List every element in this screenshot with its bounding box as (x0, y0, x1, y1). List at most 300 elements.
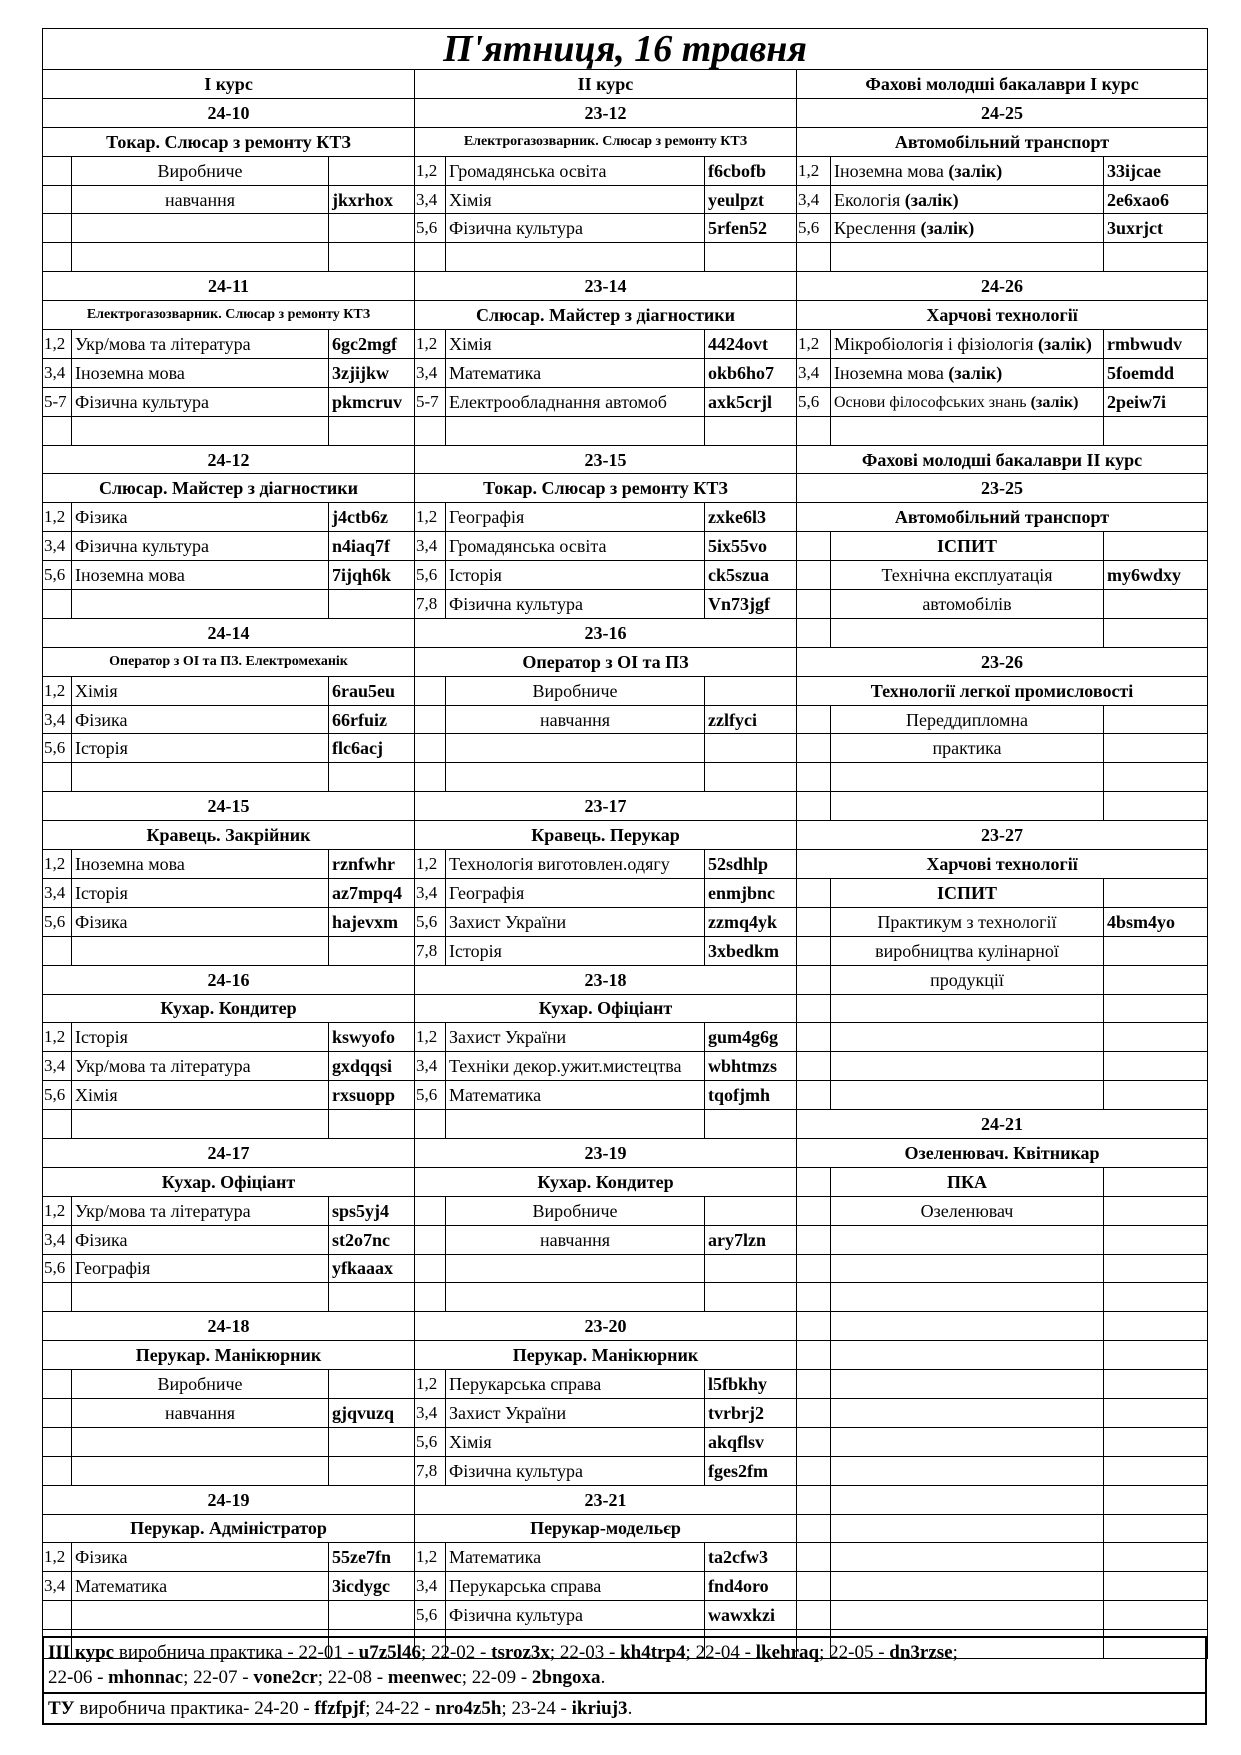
class-code: akqflsv (705, 1427, 797, 1456)
lesson-number (43, 243, 72, 272)
lesson-number (797, 243, 831, 272)
specialty-title: Перукар. Адміністратор (43, 1514, 415, 1543)
class-code (1104, 734, 1208, 763)
subject-name: Іноземна мова (75, 565, 185, 586)
class-code (329, 243, 415, 272)
course-heading: І курс (43, 70, 415, 99)
subject-name: Фізика (75, 1229, 128, 1250)
subject-cell (72, 1543, 329, 1572)
subject-cell (72, 416, 329, 445)
subject-cell: ПКА (831, 1167, 1104, 1196)
schedule-row (43, 994, 1208, 1023)
class-code: az7mpq4 (329, 878, 415, 907)
subject-cell (831, 1225, 1104, 1254)
subject-cell (446, 1398, 705, 1427)
practice-footer (42, 1636, 1207, 1725)
subject-cell (446, 330, 705, 359)
footer-text: ; 22-02 - (420, 1642, 492, 1663)
lesson-number: 3,4 (415, 1572, 446, 1601)
subject-cell (72, 936, 329, 965)
schedule-row (43, 561, 1208, 590)
subject-name: Іноземна мова (75, 362, 185, 383)
subject-cell (72, 532, 329, 561)
class-code: yeulpzt (705, 185, 797, 214)
subject-name: Захист України (449, 1402, 567, 1423)
subject-cell: ІСПИТ (831, 532, 1104, 561)
subject-cell (72, 1283, 329, 1312)
lesson-number (43, 590, 72, 619)
specialty-title: Оператор з ОІ та ПЗ (415, 647, 797, 676)
class-code: 4424ovt (705, 330, 797, 359)
schedule-row (43, 1312, 1208, 1341)
class-code: 3icdygc (329, 1572, 415, 1601)
schedule-row (43, 127, 1208, 156)
subject-name: Історія (449, 940, 502, 961)
class-code: enmjbnc (705, 878, 797, 907)
schedule-table (42, 28, 1208, 1659)
lesson-number: 3,4 (415, 878, 446, 907)
group-code: 24-15 (43, 792, 415, 821)
lesson-number: 3,4 (43, 1572, 72, 1601)
class-code (329, 1370, 415, 1399)
footer-text: ; 22-03 - (549, 1642, 621, 1663)
footer-text: ; 23-24 - (501, 1698, 572, 1719)
subject-cell (831, 358, 1104, 387)
practice-code: 2bngoxa (531, 1667, 601, 1688)
practice-code: meenwec (387, 1667, 462, 1688)
class-code: wbhtmzs (705, 1052, 797, 1081)
class-code (1104, 590, 1208, 619)
subject-cell (72, 763, 329, 792)
subject-cell (72, 243, 329, 272)
subject-name: Фізична культура (449, 218, 583, 239)
schedule-row (43, 734, 1208, 763)
schedule-row (43, 676, 1208, 705)
group-code: 23-16 (415, 618, 797, 647)
schedule-row (43, 1196, 1208, 1225)
subject-name: Географія (75, 1258, 151, 1279)
specialty-title: Перукар. Манікюрник (43, 1341, 415, 1370)
lesson-number (797, 1398, 831, 1427)
schedule-row (43, 936, 1208, 965)
subject-name: Фізична культура (449, 593, 583, 614)
schedule-row (43, 1167, 1208, 1196)
class-code: pkmcruv (329, 387, 415, 416)
lesson-number: 5,6 (415, 1601, 446, 1630)
schedule-row (43, 1572, 1208, 1601)
lesson-number (415, 1254, 446, 1283)
subject-name: Фізика (75, 507, 128, 528)
lesson-number (797, 705, 831, 734)
lesson-number: 5,6 (797, 214, 831, 243)
class-code (705, 1254, 797, 1283)
schedule-row (43, 445, 1208, 474)
subject-cell (831, 1514, 1104, 1543)
schedule-row (43, 1254, 1208, 1283)
subject-name: Фізична культура (75, 391, 209, 412)
class-code: tvrbrj2 (705, 1398, 797, 1427)
subject-name: Технологія виготовлен.одягу (449, 853, 670, 874)
class-code (329, 416, 415, 445)
schedule-row (43, 474, 1208, 503)
subject-name: Громадянська освіта (449, 160, 607, 181)
subject-name: Математика (449, 1085, 542, 1106)
subject-cell (72, 1023, 329, 1052)
class-code: yfkaaax (329, 1254, 415, 1283)
lesson-number: 3,4 (415, 1052, 446, 1081)
class-code: zzlfyci (705, 705, 797, 734)
lesson-number (797, 532, 831, 561)
lesson-number: 5,6 (415, 1081, 446, 1110)
practice-code: lkehraq (755, 1642, 820, 1663)
subject-cell: Виробниче (72, 1370, 329, 1399)
class-code (1104, 1081, 1208, 1110)
subject-cell: Виробниче (72, 156, 329, 185)
class-code (705, 1196, 797, 1225)
lesson-number: 3,4 (415, 185, 446, 214)
subject-name: Іноземна мова (75, 853, 185, 874)
footer-label: ТУ (48, 1698, 75, 1719)
subject-name: Захист України (449, 1027, 567, 1048)
lesson-number: 5,6 (43, 561, 72, 590)
subject-cell (72, 1196, 329, 1225)
practice-code: nro4z5h (435, 1698, 502, 1719)
credit-note: (залік) (915, 218, 975, 239)
schedule-row (43, 965, 1208, 994)
footer-text: ; 24-22 - (365, 1698, 436, 1719)
subject-cell (72, 734, 329, 763)
class-code (1104, 243, 1208, 272)
specialty-title: Кухар. Кондитер (415, 1167, 797, 1196)
lesson-number: 5-7 (43, 387, 72, 416)
subject-cell (446, 936, 705, 965)
schedule-row (43, 301, 1208, 330)
class-code (1104, 1167, 1208, 1196)
class-code: 6gc2mgf (329, 330, 415, 359)
subject-name: Іноземна мова (834, 160, 944, 181)
course-heading: Фахові молодші бакалаври ІІ курс (797, 445, 1208, 474)
lesson-number: 3,4 (415, 1398, 446, 1427)
footer-text: ; 22-04 - (685, 1642, 756, 1663)
lesson-number (43, 936, 72, 965)
group-code: 23-15 (415, 445, 797, 474)
subject-cell (72, 1110, 329, 1139)
class-code (1104, 1543, 1208, 1572)
subject-cell (446, 850, 705, 879)
schedule-row (43, 70, 1208, 99)
subject-name: Захист України (449, 911, 567, 932)
subject-name: Перукарська справа (449, 1374, 602, 1395)
lesson-number (43, 763, 72, 792)
schedule-row (43, 907, 1208, 936)
lesson-number: 1,2 (43, 1543, 72, 1572)
lesson-number (797, 1341, 831, 1370)
class-code: flc6acj (329, 734, 415, 763)
lesson-number: 3,4 (43, 705, 72, 734)
class-code (1104, 1514, 1208, 1543)
subject-cell (446, 1052, 705, 1081)
subject-name: Основи філософських знань (834, 393, 1027, 411)
class-code: gjqvuzq (329, 1398, 415, 1427)
lesson-number: 5,6 (415, 1427, 446, 1456)
group-code: 24-10 (43, 98, 415, 127)
subject-cell (446, 1370, 705, 1399)
footer-text: ; 22-09 - (461, 1667, 532, 1688)
class-code: 3xbedkm (705, 936, 797, 965)
subject-cell (72, 214, 329, 243)
class-code (329, 214, 415, 243)
lesson-number: 3,4 (43, 878, 72, 907)
subject-cell (831, 1052, 1104, 1081)
group-code: 23-25 (797, 474, 1208, 503)
lesson-number (415, 734, 446, 763)
practice-code: mhonnac (108, 1667, 184, 1688)
class-code: gum4g6g (705, 1023, 797, 1052)
class-code (1104, 1370, 1208, 1399)
subject-cell (831, 1543, 1104, 1572)
class-code: 6rau5eu (329, 676, 415, 705)
lesson-number (797, 1601, 831, 1630)
schedule-row (43, 358, 1208, 387)
schedule-row (43, 1485, 1208, 1514)
lesson-number (43, 214, 72, 243)
lesson-number: 5,6 (797, 387, 831, 416)
subject-cell (446, 387, 705, 416)
schedule-row (43, 98, 1208, 127)
footer-text: виробнича практика - 22-01 - (114, 1642, 359, 1663)
class-code: 66rfuiz (329, 705, 415, 734)
specialty-title: Перукар. Манікюрник (415, 1341, 797, 1370)
subject-cell: навчання (72, 1398, 329, 1427)
lesson-number (797, 1052, 831, 1081)
schedule-row (43, 1052, 1208, 1081)
class-code: wawxkzi (705, 1601, 797, 1630)
subject-cell: Практикум з технології (831, 907, 1104, 936)
lesson-number (43, 1427, 72, 1456)
lesson-number: 7,8 (415, 936, 446, 965)
class-code (705, 734, 797, 763)
schedule-row (43, 503, 1208, 532)
class-code (1104, 416, 1208, 445)
footer-line-tu (44, 1692, 1205, 1723)
subject-cell (72, 590, 329, 619)
subject-cell (831, 763, 1104, 792)
lesson-number: 1,2 (415, 1543, 446, 1572)
subject-name: Укр/мова та література (75, 1056, 251, 1077)
class-code: f6cbofb (705, 156, 797, 185)
class-code (1104, 1052, 1208, 1081)
specialty-title: Автомобільний транспорт (797, 503, 1208, 532)
class-code: 52sdhlp (705, 850, 797, 879)
practice-code: ikriuj3 (571, 1698, 628, 1719)
group-code: 24-26 (797, 272, 1208, 301)
class-code: 3zjijkw (329, 358, 415, 387)
subject-cell (831, 1283, 1104, 1312)
schedule-row (43, 1023, 1208, 1052)
class-code (329, 1601, 415, 1630)
lesson-number: 5,6 (415, 907, 446, 936)
subject-cell (446, 1110, 705, 1139)
subject-name: Фізична культура (449, 1460, 583, 1481)
specialty-title: Кухар. Офіціант (415, 994, 797, 1023)
schedule-row (43, 387, 1208, 416)
class-code (1104, 878, 1208, 907)
subject-name: Укр/мова та література (75, 333, 251, 354)
class-code: zzmq4yk (705, 907, 797, 936)
schedule-row (43, 1601, 1208, 1630)
subject-cell (831, 185, 1104, 214)
lesson-number (797, 416, 831, 445)
lesson-number (415, 1283, 446, 1312)
class-code: l5fbkhy (705, 1370, 797, 1399)
footer-text: ; (952, 1642, 958, 1663)
class-code: 2peiw7i (1104, 387, 1208, 416)
lesson-number (43, 1398, 72, 1427)
lesson-number (797, 878, 831, 907)
specialty-title: Токар. Слюсар з ремонту КТЗ (415, 474, 797, 503)
subject-cell (72, 705, 329, 734)
lesson-number (797, 1283, 831, 1312)
class-code (1104, 1254, 1208, 1283)
group-code: 24-18 (43, 1312, 415, 1341)
subject-cell (446, 1254, 705, 1283)
subject-cell (72, 1254, 329, 1283)
subject-cell: продукції (831, 965, 1104, 994)
footer-text: ; 22-05 - (819, 1642, 890, 1663)
lesson-number: 1,2 (415, 1023, 446, 1052)
class-code (1104, 763, 1208, 792)
class-code: fnd4oro (705, 1572, 797, 1601)
class-code: 33ijcae (1104, 156, 1208, 185)
lesson-number: 1,2 (43, 1196, 72, 1225)
lesson-number: 7,8 (415, 590, 446, 619)
schedule-row (43, 821, 1208, 850)
lesson-number: 3,4 (415, 532, 446, 561)
subject-name: Фізика (75, 911, 128, 932)
footer-text: . (627, 1698, 633, 1719)
subject-cell (831, 1254, 1104, 1283)
lesson-number (43, 1370, 72, 1399)
practice-code: kh4trp4 (620, 1642, 686, 1663)
lesson-number: 1,2 (415, 330, 446, 359)
schedule-row (43, 1081, 1208, 1110)
subject-cell: Виробниче (446, 1196, 705, 1225)
schedule-row (43, 416, 1208, 445)
subject-name: Електрообладнання автомоб (449, 391, 667, 412)
schedule-row (43, 185, 1208, 214)
subject-name: Техніки декор.ужит.мистецтва (449, 1056, 682, 1077)
credit-note: (залік) (1033, 333, 1092, 354)
lesson-number: 5,6 (43, 907, 72, 936)
class-code (1104, 965, 1208, 994)
subject-cell (446, 561, 705, 590)
schedule-row (43, 1370, 1208, 1399)
lesson-number (797, 994, 831, 1023)
schedule-row (43, 532, 1208, 561)
lesson-number (415, 1225, 446, 1254)
subject-name: Хімія (449, 189, 492, 210)
subject-name: Фізика (75, 1547, 128, 1568)
subject-cell (72, 676, 329, 705)
group-code: 24-21 (797, 1110, 1208, 1139)
subject-cell (831, 1398, 1104, 1427)
subject-cell: навчання (446, 1225, 705, 1254)
schedule-row (43, 1283, 1208, 1312)
group-code: 24-25 (797, 98, 1208, 127)
subject-name: Математика (75, 1576, 168, 1597)
class-code (1104, 994, 1208, 1023)
lesson-number: 1,2 (43, 503, 72, 532)
subject-cell (72, 850, 329, 879)
subject-cell (72, 1225, 329, 1254)
specialty-title: Токар. Слюсар з ремонту КТЗ (43, 127, 415, 156)
specialty-title: Електрогазозварник. Слюсар з ремонту КТЗ (415, 127, 797, 156)
subject-cell (72, 358, 329, 387)
lesson-number (797, 1572, 831, 1601)
class-code (705, 1283, 797, 1312)
lesson-number (43, 1601, 72, 1630)
lesson-number (797, 965, 831, 994)
subject-cell (831, 792, 1104, 821)
schedule-row (43, 705, 1208, 734)
subject-cell (446, 1601, 705, 1630)
specialty-title: Кухар. Кондитер (43, 994, 415, 1023)
class-code: tqofjmh (705, 1081, 797, 1110)
subject-name: Екологія (834, 189, 901, 210)
subject-cell (831, 1341, 1104, 1370)
subject-cell (831, 1485, 1104, 1514)
class-code: rxsuopp (329, 1081, 415, 1110)
subject-cell (831, 618, 1104, 647)
specialty-title: Технології легкої промисловості (797, 676, 1208, 705)
lesson-number (797, 1081, 831, 1110)
subject-name: Креслення (834, 218, 916, 239)
lesson-number (797, 561, 831, 590)
lesson-number (415, 676, 446, 705)
group-code: 23-12 (415, 98, 797, 127)
footer-line-third-year (44, 1638, 1205, 1692)
subject-name: Хімія (75, 1085, 118, 1106)
subject-cell (446, 214, 705, 243)
course-heading: Фахові молодші бакалаври І курс (797, 70, 1208, 99)
class-code: ck5szua (705, 561, 797, 590)
lesson-number (415, 763, 446, 792)
lesson-number (415, 416, 446, 445)
group-code: 24-14 (43, 618, 415, 647)
lesson-number (797, 936, 831, 965)
lesson-number: 5,6 (415, 561, 446, 590)
class-code (329, 156, 415, 185)
schedule-row (43, 330, 1208, 359)
subject-cell: Виробниче (446, 676, 705, 705)
schedule-row (43, 214, 1208, 243)
subject-cell: автомобілів (831, 590, 1104, 619)
lesson-number (797, 734, 831, 763)
subject-name: Історія (75, 1027, 128, 1048)
lesson-number: 5-7 (415, 387, 446, 416)
class-code (1104, 1312, 1208, 1341)
footer-label: ІІІ курс (48, 1642, 115, 1663)
class-code (1104, 1456, 1208, 1485)
subject-cell: виробництва кулінарної (831, 936, 1104, 965)
class-code (1104, 1601, 1208, 1630)
class-code (705, 1110, 797, 1139)
class-code: 4bsm4yo (1104, 907, 1208, 936)
lesson-number (797, 792, 831, 821)
schedule-row (43, 1456, 1208, 1485)
class-code: n4iaq7f (329, 532, 415, 561)
subject-cell (446, 358, 705, 387)
